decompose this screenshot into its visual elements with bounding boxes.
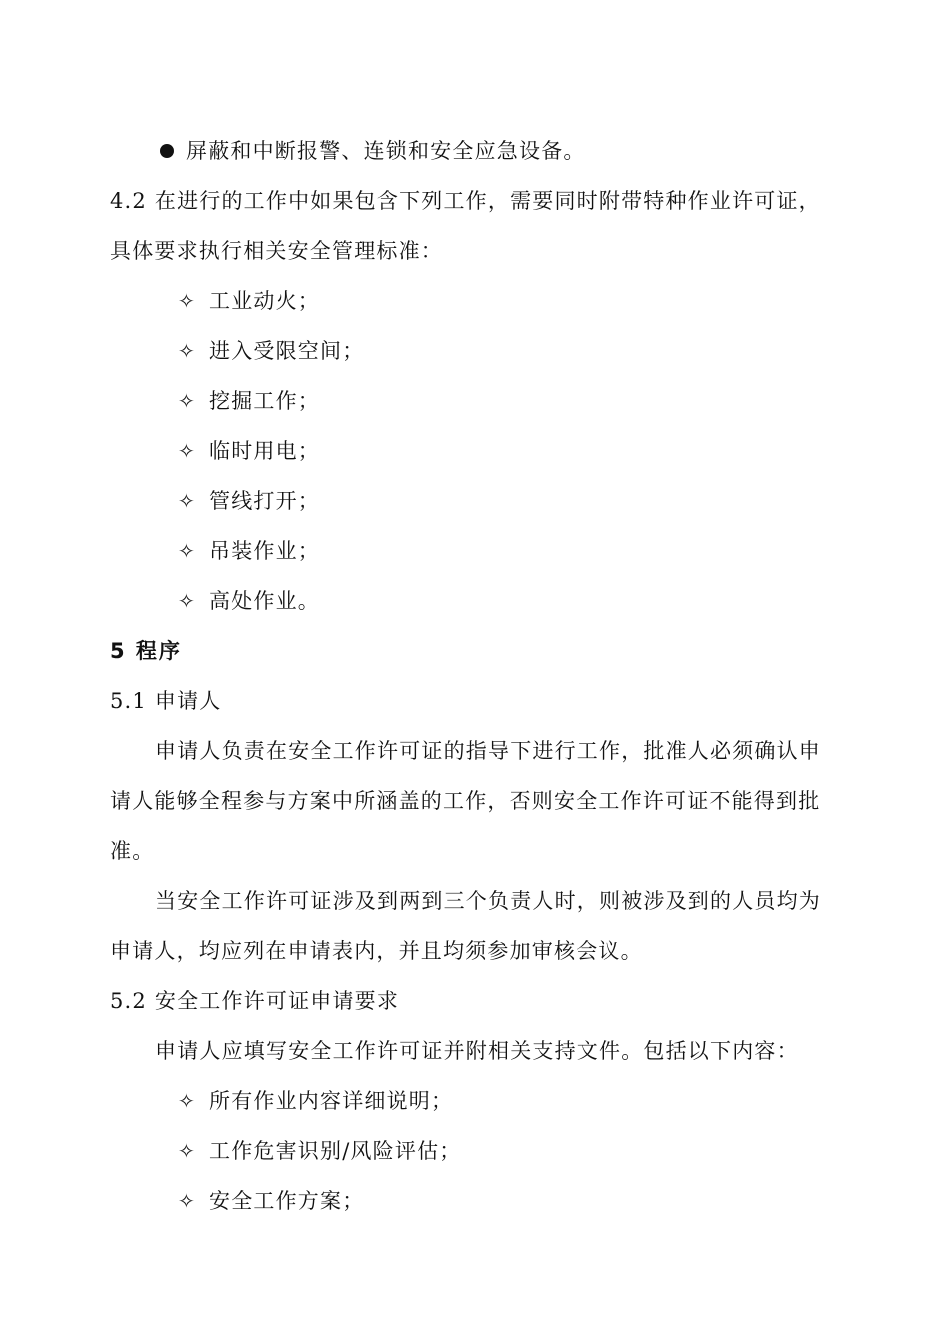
diamond-bullet-icon: ✧ bbox=[178, 1089, 196, 1113]
permit-item bbox=[175, 386, 320, 416]
permit-item bbox=[175, 286, 320, 316]
permit-item bbox=[175, 586, 320, 616]
permit-item bbox=[175, 486, 320, 516]
multi-responsible-paragraph-line-1: 当安全工作许可证涉及到两到三个负责人时，则被涉及到的人员均为 bbox=[155, 889, 821, 913]
bullet-dot-icon bbox=[160, 144, 174, 158]
content-item bbox=[175, 1186, 364, 1216]
section-5-1-title: 5.1 申请人 bbox=[110, 689, 222, 713]
diamond-bullet-icon: ✧ bbox=[178, 539, 196, 563]
content-item-text: 安全工作方案； bbox=[209, 1189, 365, 1213]
permit-item-text: 进入受限空间； bbox=[209, 339, 365, 363]
permit-item-text: 工业动火； bbox=[209, 289, 320, 313]
applicant-paragraph-line-2: 请人能够全程参与方案中所涵盖的工作，否则安全工作许可证不能得到批 bbox=[110, 789, 821, 813]
diamond-bullet-icon: ✧ bbox=[178, 1189, 196, 1213]
permit-item bbox=[175, 536, 320, 566]
bullet-item bbox=[160, 136, 586, 166]
section-5-heading: 5 程序 bbox=[110, 639, 182, 663]
multi-responsible-paragraph-line-2: 申请人，均应列在申请表内，并且均须参加审核会议。 bbox=[110, 939, 643, 963]
permit-item-text: 高处作业。 bbox=[209, 589, 320, 613]
permit-item-text: 管线打开； bbox=[209, 489, 320, 513]
permit-item bbox=[175, 336, 364, 366]
applicant-paragraph-line-3: 准。 bbox=[110, 839, 155, 863]
content-item-text: 所有作业内容详细说明； bbox=[209, 1089, 454, 1113]
permit-item-text: 挖掘工作； bbox=[209, 389, 320, 413]
permit-item bbox=[175, 436, 320, 466]
diamond-bullet-icon: ✧ bbox=[178, 489, 196, 513]
application-requirements-paragraph: 申请人应填写安全工作许可证并附相关支持文件。包括以下内容： bbox=[155, 1039, 799, 1063]
diamond-bullet-icon: ✧ bbox=[178, 1139, 196, 1163]
applicant-paragraph-line-1: 申请人负责在安全工作许可证的指导下进行工作，批准人必须确认申 bbox=[155, 739, 821, 763]
permit-item-text: 吊装作业； bbox=[209, 539, 320, 563]
section-4-2-line-2: 具体要求执行相关安全管理标准： bbox=[110, 239, 443, 263]
section-5-2-title: 5.2 安全工作许可证申请要求 bbox=[110, 989, 400, 1013]
diamond-bullet-icon: ✧ bbox=[178, 339, 196, 363]
section-4-2-line-1: 4.2 在进行的工作中如果包含下列工作，需要同时附带特种作业许可证， bbox=[110, 189, 821, 213]
diamond-bullet-icon: ✧ bbox=[178, 389, 196, 413]
permit-item-text: 临时用电； bbox=[209, 439, 320, 463]
content-item bbox=[175, 1136, 461, 1166]
diamond-bullet-icon: ✧ bbox=[178, 439, 196, 463]
bullet-item-text: 屏蔽和中断报警、连锁和安全应急设备。 bbox=[186, 139, 586, 163]
diamond-bullet-icon: ✧ bbox=[178, 289, 196, 313]
diamond-bullet-icon: ✧ bbox=[178, 589, 196, 613]
content-item-text: 工作危害识别/风险评估； bbox=[209, 1139, 462, 1163]
content-item bbox=[175, 1086, 453, 1116]
